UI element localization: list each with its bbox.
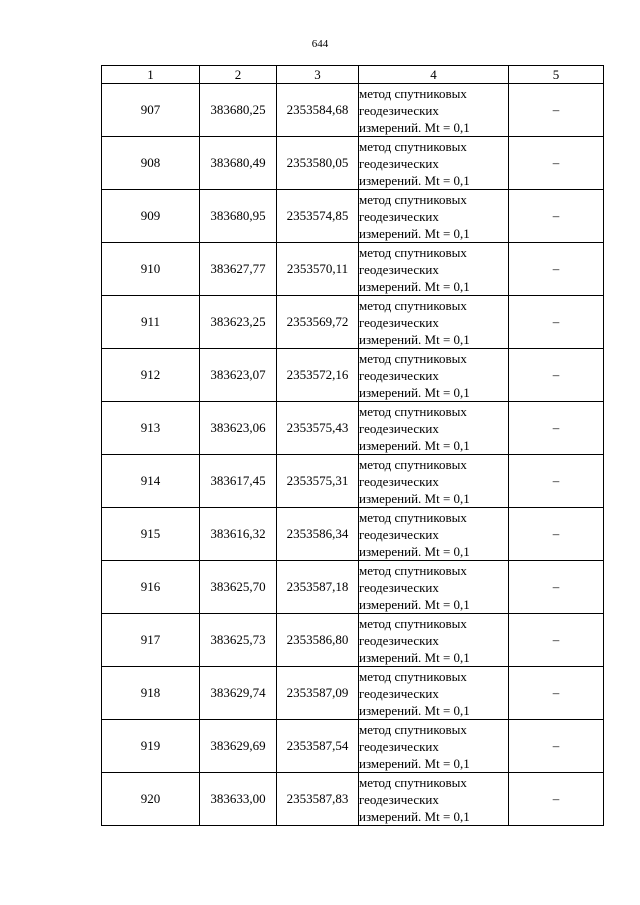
table-row bbox=[102, 773, 604, 826]
note-cell: – bbox=[509, 137, 604, 190]
y-coordinate-cell: 2353586,34 bbox=[277, 508, 359, 561]
method-line: геодезических bbox=[359, 685, 439, 701]
method-line: метод спутниковых bbox=[359, 350, 467, 366]
method-cell bbox=[359, 614, 509, 667]
note-cell: – bbox=[509, 508, 604, 561]
x-coordinate-cell: 383629,69 bbox=[200, 720, 277, 773]
method-line: метод спутниковых bbox=[359, 668, 467, 684]
method-line: измерений. Mt = 0,1 bbox=[359, 278, 470, 294]
method-line: метод спутниковых bbox=[359, 403, 467, 419]
x-coordinate-cell: 383625,73 bbox=[200, 614, 277, 667]
note-cell: – bbox=[509, 614, 604, 667]
point-number-cell: 914 bbox=[102, 455, 200, 508]
page-number: 644 bbox=[311, 38, 329, 50]
column-header-1: 1 bbox=[102, 66, 200, 84]
y-coordinate-cell: 2353575,31 bbox=[277, 455, 359, 508]
point-number-cell: 919 bbox=[102, 720, 200, 773]
x-coordinate-cell: 383633,00 bbox=[200, 773, 277, 826]
method-line: измерений. Mt = 0,1 bbox=[359, 119, 470, 135]
note-cell: – bbox=[509, 296, 604, 349]
table-row bbox=[102, 84, 604, 137]
method-line: геодезических bbox=[359, 632, 439, 648]
table-row bbox=[102, 349, 604, 402]
note-cell: – bbox=[509, 402, 604, 455]
method-line: метод спутниковых bbox=[359, 721, 467, 737]
note-cell: – bbox=[509, 773, 604, 826]
table-row bbox=[102, 243, 604, 296]
y-coordinate-cell: 2353574,85 bbox=[277, 190, 359, 243]
x-coordinate-cell: 383629,74 bbox=[200, 667, 277, 720]
note-cell: – bbox=[509, 455, 604, 508]
point-number-cell: 907 bbox=[102, 84, 200, 137]
y-coordinate-cell: 2353580,05 bbox=[277, 137, 359, 190]
column-header-3: 3 bbox=[277, 66, 359, 84]
point-number-cell: 915 bbox=[102, 508, 200, 561]
method-line: измерений. Mt = 0,1 bbox=[359, 596, 470, 612]
point-number-cell: 909 bbox=[102, 190, 200, 243]
method-line: геодезических bbox=[359, 738, 439, 754]
method-line: геодезических bbox=[359, 102, 439, 118]
point-number-cell: 917 bbox=[102, 614, 200, 667]
method-line: измерений. Mt = 0,1 bbox=[359, 702, 470, 718]
x-coordinate-cell: 383617,45 bbox=[200, 455, 277, 508]
point-number-cell: 913 bbox=[102, 402, 200, 455]
x-coordinate-cell: 383627,77 bbox=[200, 243, 277, 296]
method-cell bbox=[359, 561, 509, 614]
point-number-cell: 920 bbox=[102, 773, 200, 826]
method-cell bbox=[359, 402, 509, 455]
y-coordinate-cell: 2353572,16 bbox=[277, 349, 359, 402]
method-line: метод спутниковых bbox=[359, 244, 467, 260]
note-cell: – bbox=[509, 190, 604, 243]
method-cell bbox=[359, 296, 509, 349]
method-cell bbox=[359, 455, 509, 508]
method-line: метод спутниковых bbox=[359, 85, 467, 101]
y-coordinate-cell: 2353575,43 bbox=[277, 402, 359, 455]
method-line: геодезических bbox=[359, 579, 439, 595]
y-coordinate-cell: 2353587,18 bbox=[277, 561, 359, 614]
method-line: геодезических bbox=[359, 367, 439, 383]
column-header-2: 2 bbox=[200, 66, 277, 84]
table-row bbox=[102, 667, 604, 720]
table-row bbox=[102, 137, 604, 190]
method-line: геодезических bbox=[359, 208, 439, 224]
x-coordinate-cell: 383623,25 bbox=[200, 296, 277, 349]
note-cell: – bbox=[509, 349, 604, 402]
method-cell bbox=[359, 137, 509, 190]
table-row bbox=[102, 296, 604, 349]
method-line: измерений. Mt = 0,1 bbox=[359, 543, 470, 559]
table-row bbox=[102, 508, 604, 561]
method-line: измерений. Mt = 0,1 bbox=[359, 808, 470, 824]
coordinates-table bbox=[101, 65, 604, 826]
point-number-cell: 911 bbox=[102, 296, 200, 349]
note-cell: – bbox=[509, 84, 604, 137]
x-coordinate-cell: 383680,95 bbox=[200, 190, 277, 243]
method-line: измерений. Mt = 0,1 bbox=[359, 225, 470, 241]
method-line: метод спутниковых bbox=[359, 615, 467, 631]
y-coordinate-cell: 2353587,09 bbox=[277, 667, 359, 720]
method-line: геодезических bbox=[359, 155, 439, 171]
method-line: метод спутниковых bbox=[359, 509, 467, 525]
note-cell: – bbox=[509, 720, 604, 773]
y-coordinate-cell: 2353570,11 bbox=[277, 243, 359, 296]
y-coordinate-cell: 2353584,68 bbox=[277, 84, 359, 137]
method-line: геодезических bbox=[359, 261, 439, 277]
method-line: метод спутниковых bbox=[359, 456, 467, 472]
table-row bbox=[102, 402, 604, 455]
point-number-cell: 908 bbox=[102, 137, 200, 190]
method-line: геодезических bbox=[359, 314, 439, 330]
note-cell: – bbox=[509, 243, 604, 296]
method-cell bbox=[359, 720, 509, 773]
method-line: измерений. Mt = 0,1 bbox=[359, 490, 470, 506]
x-coordinate-cell: 383680,49 bbox=[200, 137, 277, 190]
x-coordinate-cell: 383623,07 bbox=[200, 349, 277, 402]
method-line: метод спутниковых bbox=[359, 297, 467, 313]
method-line: метод спутниковых bbox=[359, 774, 467, 790]
method-cell bbox=[359, 349, 509, 402]
method-line: геодезических bbox=[359, 791, 439, 807]
method-line: измерений. Mt = 0,1 bbox=[359, 649, 470, 665]
x-coordinate-cell: 383616,32 bbox=[200, 508, 277, 561]
note-cell: – bbox=[509, 667, 604, 720]
method-cell bbox=[359, 667, 509, 720]
method-line: измерений. Mt = 0,1 bbox=[359, 331, 470, 347]
point-number-cell: 910 bbox=[102, 243, 200, 296]
table-body bbox=[102, 84, 604, 826]
method-line: геодезических bbox=[359, 526, 439, 542]
y-coordinate-cell: 2353586,80 bbox=[277, 614, 359, 667]
table-row bbox=[102, 455, 604, 508]
method-line: геодезических bbox=[359, 420, 439, 436]
table-row bbox=[102, 561, 604, 614]
method-line: измерений. Mt = 0,1 bbox=[359, 172, 470, 188]
method-line: метод спутниковых bbox=[359, 138, 467, 154]
x-coordinate-cell: 383680,25 bbox=[200, 84, 277, 137]
table-row bbox=[102, 720, 604, 773]
method-cell bbox=[359, 508, 509, 561]
y-coordinate-cell: 2353587,54 bbox=[277, 720, 359, 773]
point-number-cell: 916 bbox=[102, 561, 200, 614]
method-cell bbox=[359, 773, 509, 826]
table-row bbox=[102, 614, 604, 667]
method-line: измерений. Mt = 0,1 bbox=[359, 437, 470, 453]
method-line: метод спутниковых bbox=[359, 191, 467, 207]
method-line: измерений. Mt = 0,1 bbox=[359, 384, 470, 400]
y-coordinate-cell: 2353569,72 bbox=[277, 296, 359, 349]
x-coordinate-cell: 383625,70 bbox=[200, 561, 277, 614]
column-header-4: 4 bbox=[359, 66, 509, 84]
point-number-cell: 918 bbox=[102, 667, 200, 720]
table-header-row bbox=[102, 66, 604, 84]
note-cell: – bbox=[509, 561, 604, 614]
method-line: геодезических bbox=[359, 473, 439, 489]
point-number-cell: 912 bbox=[102, 349, 200, 402]
method-cell bbox=[359, 84, 509, 137]
y-coordinate-cell: 2353587,83 bbox=[277, 773, 359, 826]
method-cell bbox=[359, 190, 509, 243]
x-coordinate-cell: 383623,06 bbox=[200, 402, 277, 455]
method-line: метод спутниковых bbox=[359, 562, 467, 578]
table-row bbox=[102, 190, 604, 243]
method-cell bbox=[359, 243, 509, 296]
method-line: измерений. Mt = 0,1 bbox=[359, 755, 470, 771]
column-header-5: 5 bbox=[509, 66, 604, 84]
